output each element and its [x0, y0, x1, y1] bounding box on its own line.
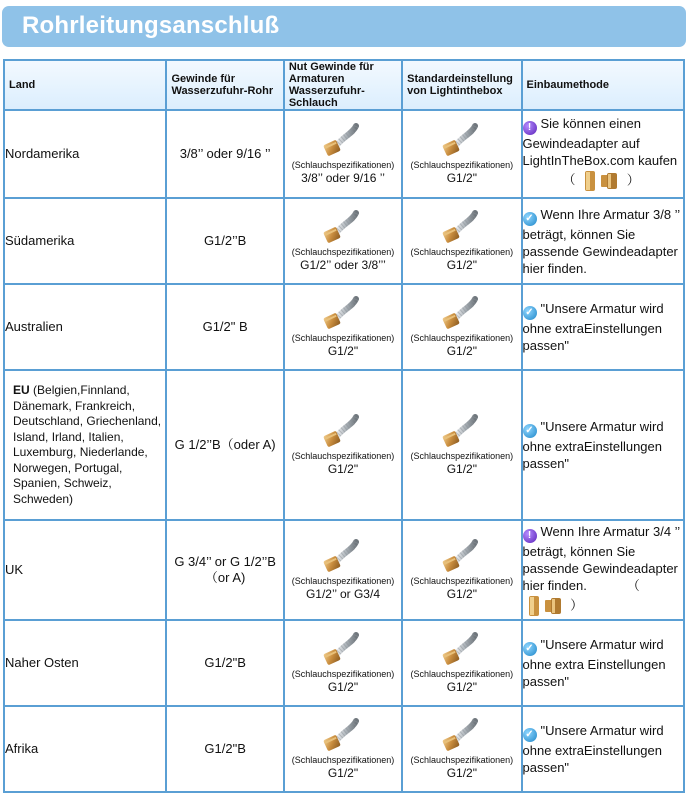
braided-hose-icon [403, 296, 520, 330]
method-text: Wenn Ihre Armatur 3/4 ’’ beträgt, können Sie passende Gewindeadapter hier finden. [522, 523, 680, 593]
nut-value: G1/2’’ oder 3/8’’’ [300, 257, 386, 272]
table-row [4, 110, 684, 198]
check-badge-icon: ✓ [523, 642, 537, 656]
standard-cell [402, 620, 521, 706]
table-row [4, 520, 684, 620]
nut-value: G1/2" [327, 765, 359, 780]
table-row [4, 284, 684, 370]
einbaumethode-cell [522, 370, 685, 520]
land-cell [4, 284, 166, 370]
braided-hose-icon [403, 539, 520, 573]
gewinde-cell: 3/8’’ oder 9/16 ’’ [166, 110, 283, 198]
land-name: Südamerika [5, 233, 75, 249]
braided-hose-icon [285, 123, 401, 157]
check-badge-icon: ✓ [523, 728, 537, 742]
nut-cell [284, 520, 402, 620]
einbaumethode-cell [522, 620, 685, 706]
einbaumethode-cell [522, 284, 685, 370]
standard-value: G1/2" [446, 765, 477, 780]
header-gewinde: Gewinde für Wasserzufuhr-Rohr [166, 60, 283, 110]
spec-label: (Schlauchspezifikationen) [410, 575, 514, 586]
spec-label: (Schlauchspezifikationen) [410, 332, 514, 343]
paren-open: （ [626, 577, 640, 593]
table-row [4, 620, 684, 706]
nut-value: 3/8’’ oder 9/16 ’’ [301, 170, 385, 185]
spec-label: (Schlauchspezifikationen) [291, 450, 395, 461]
spec-label: (Schlauchspezifikationen) [291, 668, 395, 679]
land-cell [4, 520, 166, 620]
einbaumethode-cell [522, 110, 685, 198]
table-header-row [4, 60, 684, 110]
method-text: "Unsere Armatur wird ohne extraEinstellungen passen" [522, 723, 664, 775]
land-name: Australien [5, 319, 63, 335]
land-region-label: EU [13, 383, 30, 397]
standard-cell [402, 110, 521, 198]
standard-cell [402, 198, 521, 284]
paren-close: ） [626, 172, 640, 188]
check-badge-icon: ✓ [523, 212, 537, 226]
braided-hose-icon [285, 539, 401, 573]
header-methode: Einbaumethode [522, 60, 685, 110]
gewinde-cell: G1/2" B [166, 284, 283, 370]
einbaumethode-cell [522, 520, 685, 620]
table-row [4, 198, 684, 284]
braided-hose-icon [285, 718, 401, 752]
header-standard: Standardeinstellung von Lightinthebox [402, 60, 521, 110]
land-name: Nordamerika [5, 146, 80, 162]
gewinde-cell: G 3/4’’ or G 1/2’’B（or A) [166, 520, 283, 620]
land-name: UK [5, 562, 24, 578]
check-badge-icon: ✓ [523, 424, 537, 438]
braided-hose-icon [403, 210, 520, 244]
standard-value: G1/2" [446, 170, 477, 185]
nut-cell [284, 370, 402, 520]
braided-hose-icon [403, 123, 520, 157]
method-text: "Unsere Armatur wird ohne extraEinstellungen passen" [522, 419, 664, 471]
spec-label: (Schlauchspezifikationen) [291, 332, 395, 343]
spec-label: (Schlauchspezifikationen) [410, 246, 514, 257]
spec-label: (Schlauchspezifikationen) [410, 668, 514, 679]
spec-label: (Schlauchspezifikationen) [291, 754, 395, 765]
page-title: Rohrleitungsanschluß [22, 12, 280, 39]
land-cell [4, 198, 166, 284]
land-cell [4, 110, 166, 198]
standard-cell [402, 370, 521, 520]
method-text: Wenn Ihre Armatur 3/8 ’’ beträgt, können Sie passende Gewindeadapter hier finden. [522, 206, 680, 276]
pipe-connection-table [3, 59, 685, 793]
braided-hose-icon [285, 414, 401, 448]
einbaumethode-cell [522, 198, 685, 284]
braided-hose-icon [403, 632, 520, 666]
spec-label: (Schlauchspezifikationen) [291, 246, 395, 257]
spec-label: (Schlauchspezifikationen) [291, 159, 395, 170]
standard-value: G1/2" [446, 679, 477, 694]
info-badge-icon: ! [523, 529, 537, 543]
standard-value: G1/2" [446, 586, 477, 601]
header-land: Land [4, 60, 166, 110]
standard-value: G1/2" [446, 343, 477, 358]
standard-value: G1/2" [446, 461, 477, 476]
brass-adapter-icon [576, 172, 627, 187]
braided-hose-icon [285, 632, 401, 666]
header-nut: Nut Gewinde für Armaturen Wasserzufuhr-Schlauch [284, 60, 402, 110]
info-badge-icon: ! [523, 121, 537, 135]
nut-cell [284, 110, 402, 198]
table-body [4, 110, 684, 792]
method-text: "Unsere Armatur wird ohne extraEinstellungen passen" [522, 301, 664, 353]
standard-cell [402, 284, 521, 370]
nut-cell [284, 284, 402, 370]
land-name: Naher Osten [5, 655, 79, 671]
nut-cell [284, 706, 402, 792]
standard-cell [402, 520, 521, 620]
gewinde-cell: G1/2"B [166, 620, 283, 706]
braided-hose-icon [285, 296, 401, 330]
title-bar [2, 6, 686, 47]
nut-value: G1/2’’ or G3/4 [305, 586, 380, 601]
spec-label: (Schlauchspezifikationen) [410, 754, 514, 765]
land-cell [4, 706, 166, 792]
standard-cell [402, 706, 521, 792]
standard-value: G1/2" [446, 257, 477, 272]
spec-label: (Schlauchspezifikationen) [410, 159, 514, 170]
spec-label: (Schlauchspezifikationen) [410, 450, 514, 461]
paren-close: ） [570, 596, 584, 612]
gewinde-cell: G 1/2’’B（oder A) [166, 370, 283, 520]
braided-hose-icon [403, 414, 520, 448]
nut-value: G1/2" [327, 461, 359, 476]
table-row [4, 370, 684, 520]
paren-open: （ [562, 172, 576, 188]
gewinde-cell: G1/2"B [166, 706, 283, 792]
nut-cell [284, 198, 402, 284]
nut-value: G1/2" [327, 343, 359, 358]
einbaumethode-cell [522, 706, 685, 792]
method-text: "Unsere Armatur wird ohne extra Einstellungen passen" [522, 637, 666, 689]
gewinde-cell: G1/2’’B [166, 198, 283, 284]
land-cell [4, 620, 166, 706]
nut-cell [284, 620, 402, 706]
check-badge-icon: ✓ [523, 306, 537, 320]
land-name: (Belgien,Finnland, Dänemark, Frankreich, Deutschland, Griechenland, Island, Irland, Italien, Luxemburg, Niederlande, Norwegen, Portugal, Spanien, Schweiz, Schweden) [13, 383, 162, 506]
method-text: Sie können einen Gewindeadapter auf LightInTheBox.com kaufen [522, 116, 678, 168]
braided-hose-icon [285, 210, 401, 244]
braided-hose-icon [403, 718, 520, 752]
land-cell [4, 370, 166, 520]
land-name: Afrika [5, 741, 39, 757]
table-row [4, 706, 684, 792]
spec-label: (Schlauchspezifikationen) [291, 575, 395, 586]
brass-adapter-icon [523, 597, 571, 612]
nut-value: G1/2" [327, 679, 359, 694]
